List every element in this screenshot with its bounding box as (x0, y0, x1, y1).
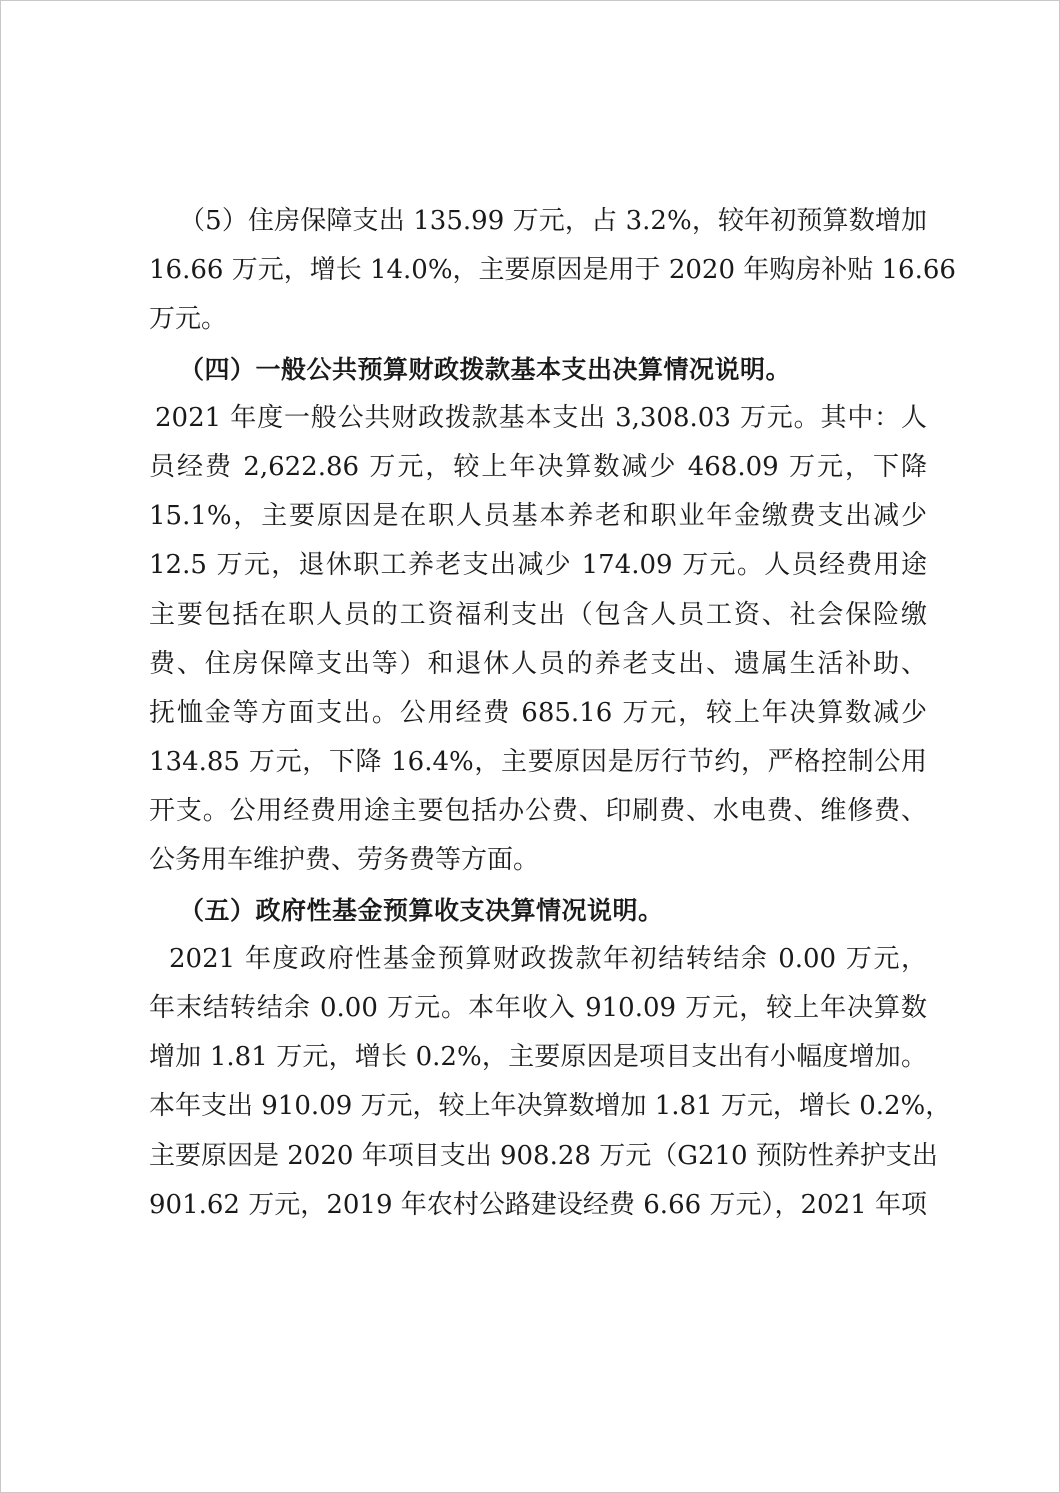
text-line: 本年支出 910.09 万元，较上年决算数增加 1.81 万元，增长 0.2%， (149, 1091, 952, 1122)
text-line: 员经费 2,622.86 万元，较上年决算数减少 468.09 万元，下降 (149, 451, 927, 482)
text-line: 2021 年度一般公共财政拨款基本支出 3,308.03 万元。其中：人 (155, 402, 927, 433)
text-line: 抚恤金等方面支出。公用经费 685.16 万元，较上年决算数减少 (149, 697, 927, 728)
text-line: 费、住房保障支出等）和退休人员的养老支出、遗属生活补助、 (149, 648, 927, 679)
paragraph-government-fund (149, 935, 952, 1230)
section-heading-basic-expenditure: （四）一般公共预算财政拨款基本支出决算情况说明。 (179, 354, 792, 384)
paragraph-basic-expenditure (149, 394, 927, 886)
text-line: 134.85 万元，下降 16.4%，主要原因是厉行节约，严格控制公用 (149, 747, 927, 778)
text-line: 主要原因是 2020 年项目支出 908.28 万元（G210 预防性养护支出 (149, 1140, 938, 1171)
text-line: （5）住房保障支出 135.99 万元，占 3.2%，较年初预算数增加 (179, 206, 927, 236)
text-line: 16.66 万元，增长 14.0%，主要原因是用于 2020 年购房补贴 16.66 (149, 255, 956, 286)
text-line: 公务用车维护费、劳务费等方面。 (149, 845, 540, 876)
text-line: 万元。 (149, 304, 228, 335)
text-line: 901.62 万元，2019 年农村公路建设经费 6.66 万元），2021 年项 (149, 1189, 927, 1220)
text-line: 12.5 万元，退休职工养老支出减少 174.09 万元。人员经费用途 (149, 550, 927, 581)
text-line: 主要包括在职人员的工资福利支出（包含人员工资、社会保险缴 (149, 599, 927, 630)
text-line: 年末结转结余 0.00 万元。本年收入 910.09 万元，较上年决算数 (149, 993, 927, 1023)
text-line: 2021 年度政府性基金预算财政拨款年初结转结余 0.00 万元， (169, 943, 927, 974)
text-line: 开支。公用经费用途主要包括办公费、印刷费、水电费、维修费、 (149, 796, 927, 827)
document-body (149, 197, 956, 1230)
section-heading-government-fund: （五）政府性基金预算收支决算情况说明。 (179, 895, 664, 925)
text-line: 15.1%，主要原因是在职人员基本养老和职业年金缴费支出减少 (149, 501, 927, 532)
text-line: 增加 1.81 万元，增长 0.2%，主要原因是项目支出有小幅度增加。 (149, 1042, 927, 1073)
paragraph-housing-expenditure (149, 197, 956, 345)
